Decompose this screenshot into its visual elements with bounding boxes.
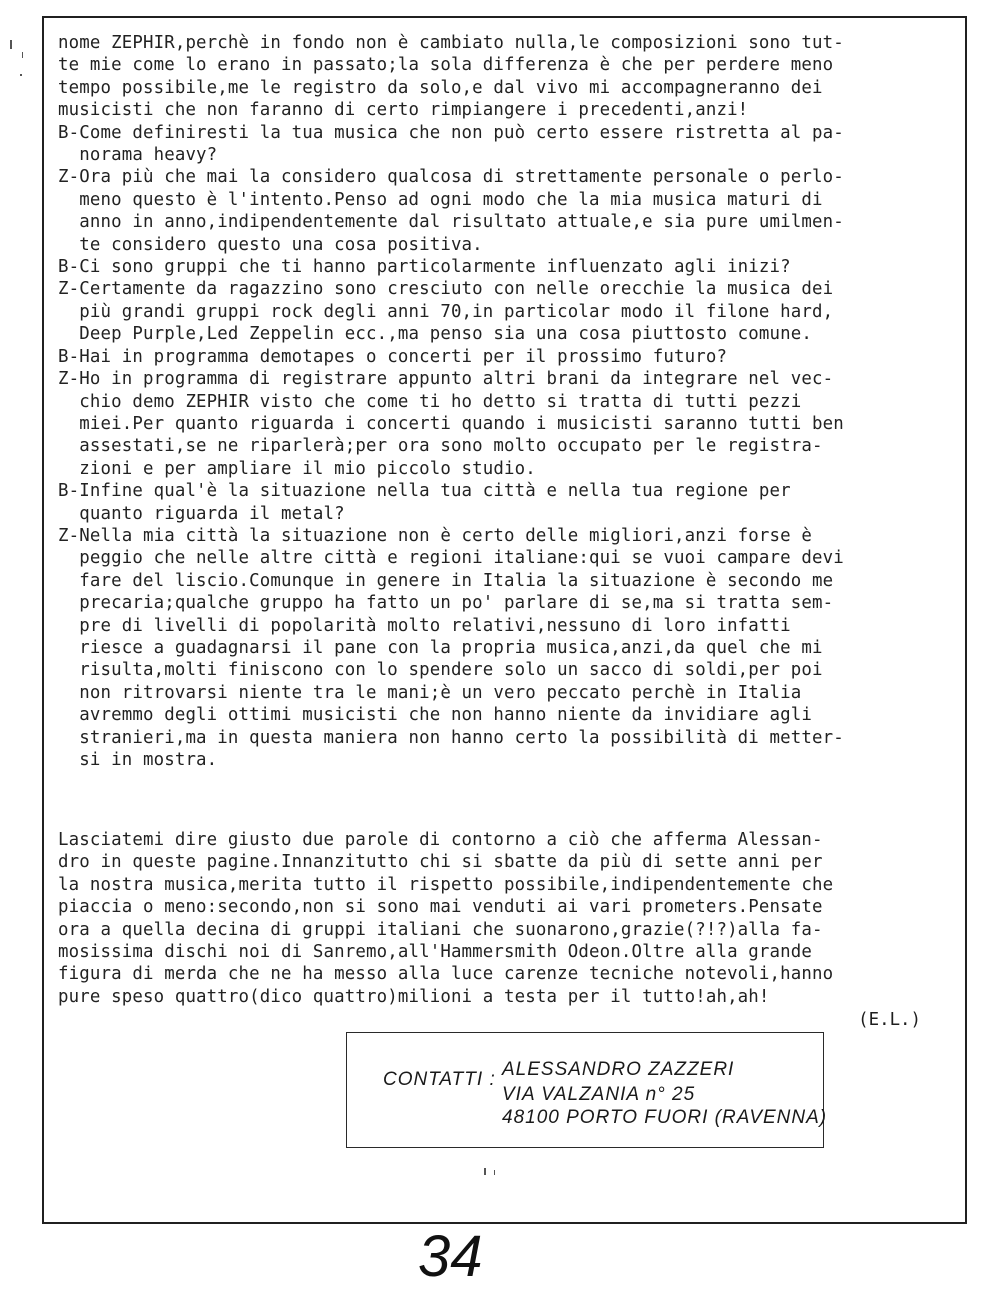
editor-signature: (E.L.)	[858, 1010, 921, 1030]
contact-name: ALESSANDRO ZAZZERI	[502, 1059, 735, 1080]
scan-speck	[494, 1170, 495, 1175]
contact-box	[346, 1032, 828, 1148]
scan-speck	[10, 40, 12, 49]
scan-speck	[484, 1168, 486, 1175]
page-number: 34	[418, 1224, 483, 1289]
interview-text: nome ZEPHIR,perchè in fondo non è cambiato nulla,le composizioni sono tut- te mie come lo erano in passato;la sola differenza è che per perdere meno tempo possibile,me le registro da solo,e dal vivo mi accompagneranno dei musicisti che non faranno di certo rimpiangere i precedenti,anzi! B-Come definiresti la tua musica che non può certo essere ristretta al pa- norama heavy? Z-Ora più che mai la considero qualcosa di strettamente personale o perlo- meno questo è l'intento.Penso ad ogni modo che la mia musica maturi di anno in anno,indipendentemente dal risultato attuale,e sia pure umilmen- te considero questo una cosa positiva. B-Ci sono gruppi che ti hanno particolarmente influenzato agli inizi? Z-Certamente da ragazzino sono cresciuto con nelle orecchie la musica dei più grandi gruppi rock degli anni 70,in particolar modo il filone hard, Deep Purple,Led Zeppelin ecc.,ma penso sia una cosa piuttosto comune. B-Hai in programma demotapes o concerti per il prossimo futuro? Z-Ho in programma di registrare appunto altri brani da integrare nel vec- chio demo ZEPHIR visto che come ti ho detto si tratta di tutti pezzi miei.Per quanto riguarda i concerti quando i musicisti saranno tutti ben assestati,se ne riparlerà;per ora sono molto occupato per le registra- zioni e per ampliare il mio piccolo studio. B-Infine qual'è la situazione nella tua città e nella tua regione per quanto riguarda il metal? Z-Nella mia città la situazione non è certo delle migliori,anzi forse è peggio che nelle altre città e regioni italiane:qui se vuoi campare devi fare del liscio.Comunque in genere in Italia la situazione è secondo me precaria;qualche gruppo ha fatto un po' parlare di se,ma si tratta sem- pre di livelli di popolarità molto relativi,nessuno di loro infatti riesce a guadagnarsi il pane con la propria musica,anzi,da quel che mi risulta,molti finiscono con lo spendere solo un sacco di soldi,per poi non ritrovarsi niente tra le mani;è un vero peccato perchè in Italia avremmo degli ottimi musicisti che non hanno niente da invidiare agli stranieri,ma in questa maniera non hanno certo la possibilità di metter- si in mostra.	[58, 33, 844, 770]
editor-note-text: Lasciatemi dire giusto due parole di contorno a ciò che afferma Alessan- dro in queste pagine.Innanzitutto chi si sbatte da più di sette anni per la nostra musica,merita tutto il rispetto possibile,indipendentemente che piaccia o meno:secondo,non si sono mai venduti ai vari prometers.Pensate ora a quella decina di gruppi italiani che suonarono,grazie(?!?)alla fa- mosissima dischi noi di Sanremo,all'Hammersmith Odeon.Oltre alla grande figura di merda che ne ha messo alla luce carenze tecniche notevoli,hanno pure speso quattro(dico quattro)milioni a testa per il tutto!ah,ah!	[58, 830, 834, 1007]
scan-speck	[22, 52, 23, 58]
contact-city: 48100 PORTO FUORI (RAVENNA)	[502, 1107, 828, 1128]
scan-speck	[20, 74, 22, 76]
contact-street: VIA VALZANIA n° 25	[502, 1084, 696, 1105]
contact-label: CONTATTI :	[383, 1069, 496, 1090]
